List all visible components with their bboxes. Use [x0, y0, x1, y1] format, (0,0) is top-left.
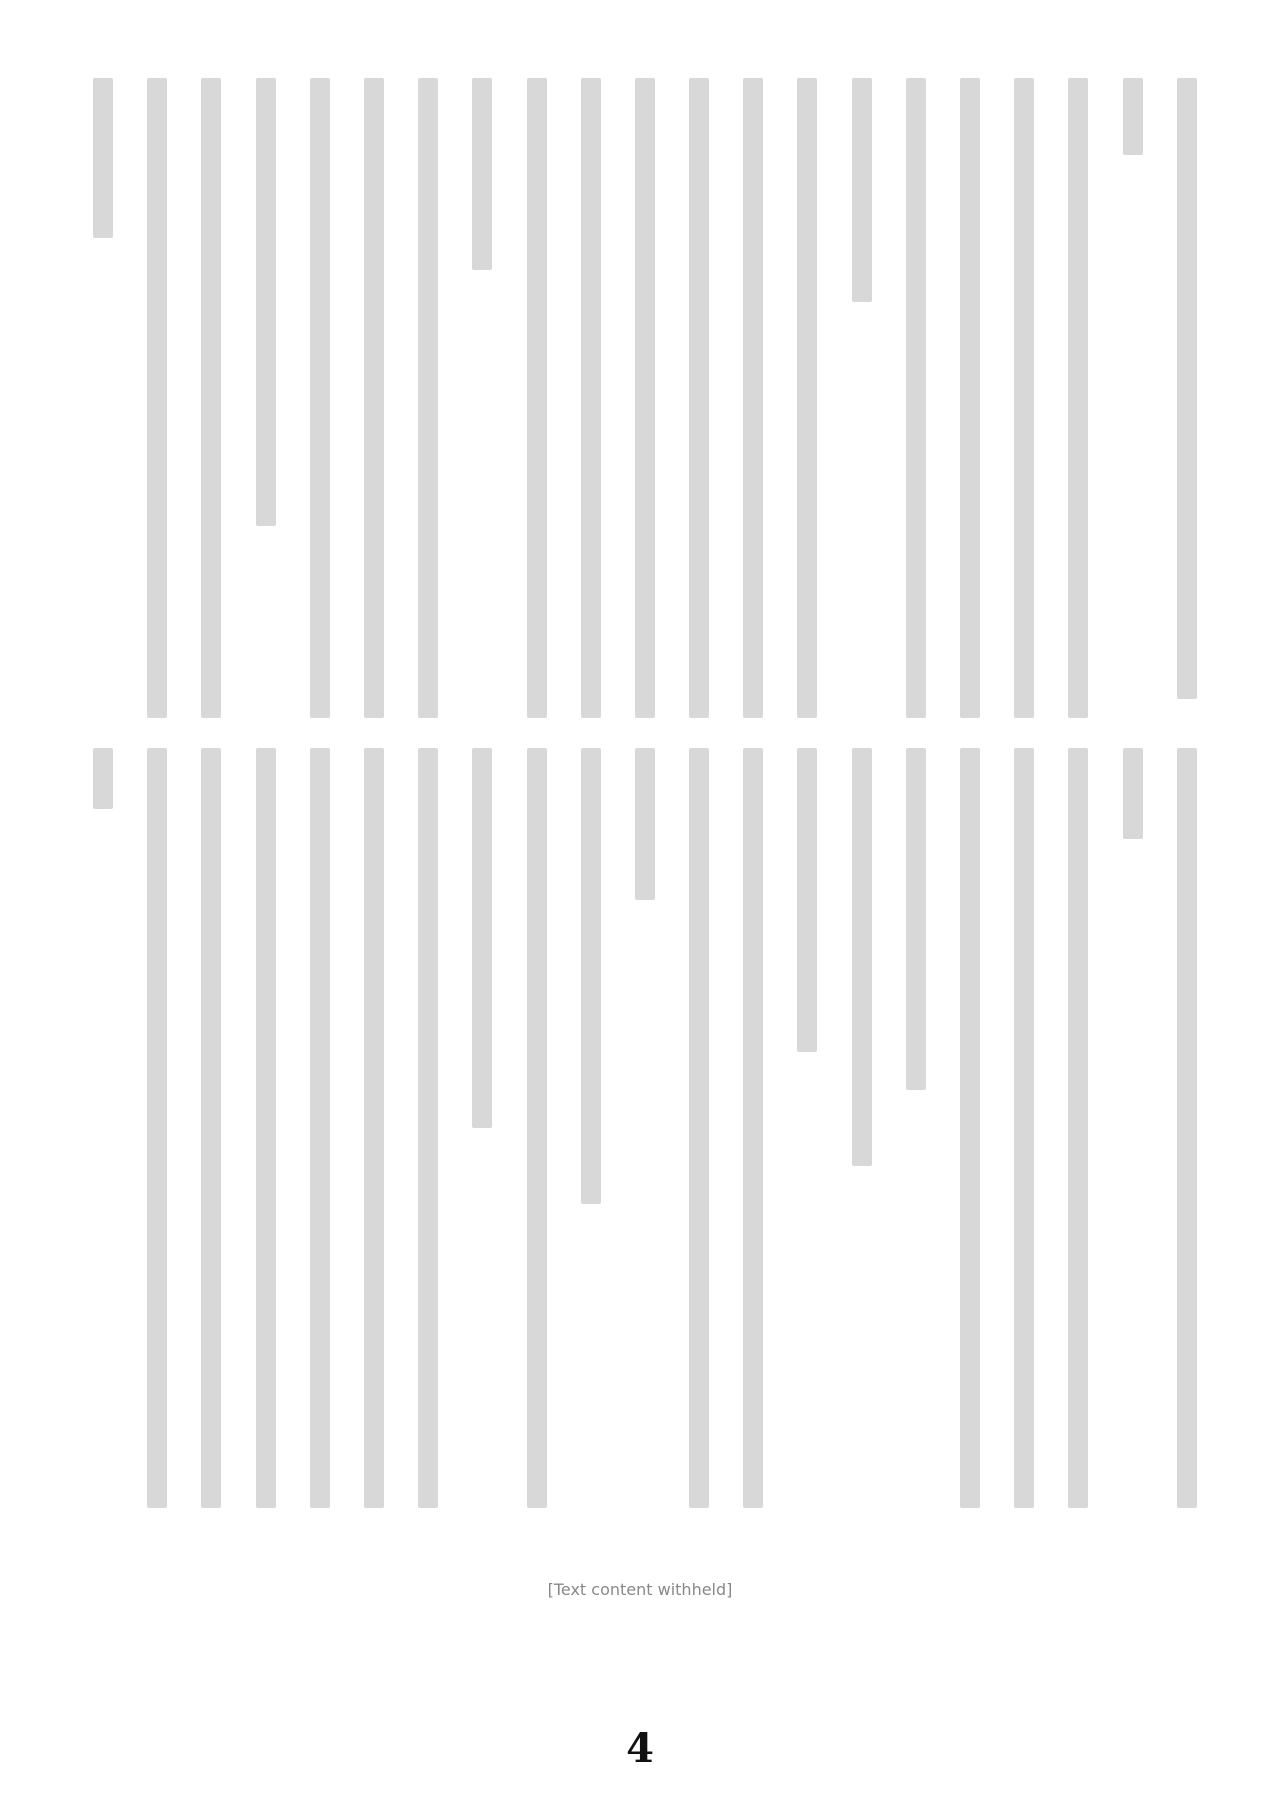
text-column: [1011, 78, 1037, 718]
redacted-line: [310, 748, 330, 1508]
redacted-line: [472, 748, 492, 1128]
redacted-line: [310, 78, 330, 718]
text-column: [361, 78, 387, 718]
text-column: [903, 748, 929, 1508]
bottom-text-tier: [90, 748, 1200, 1508]
redacted-line: [418, 748, 438, 1508]
text-column: [198, 748, 224, 1508]
text-column: [361, 748, 387, 1508]
redacted-line: [1177, 78, 1197, 699]
redacted-line: [418, 78, 438, 718]
redacted-line: [147, 78, 167, 718]
redacted-line: [472, 78, 492, 270]
redacted-line: [527, 78, 547, 718]
text-column: [1011, 748, 1037, 1508]
text-column: [632, 78, 658, 718]
text-column: [415, 78, 441, 718]
text-column: [1174, 748, 1200, 1508]
text-column: [307, 78, 333, 718]
redacted-line: [1014, 748, 1034, 1508]
redacted-line: [364, 78, 384, 718]
redacted-line: [635, 748, 655, 900]
text-column: [903, 78, 929, 718]
redacted-line: [960, 748, 980, 1508]
text-column: [957, 748, 983, 1508]
redacted-line: [1068, 78, 1088, 718]
text-column: [1174, 78, 1200, 718]
redacted-line: [1123, 748, 1143, 839]
redacted-line: [797, 748, 817, 1052]
redacted-line: [797, 78, 817, 718]
text-column: [1065, 748, 1091, 1508]
text-column: [469, 748, 495, 1508]
redacted-line: [93, 78, 113, 238]
text-column: [144, 748, 170, 1508]
text-column: [1120, 78, 1146, 718]
redacted-line: [201, 78, 221, 718]
text-column: [1120, 748, 1146, 1508]
text-column: [253, 748, 279, 1508]
redacted-line: [256, 78, 276, 526]
text-column: [632, 748, 658, 1508]
redacted-line: [364, 748, 384, 1508]
redacted-line: [147, 748, 167, 1508]
redacted-line: [581, 748, 601, 1204]
redacted-line: [906, 78, 926, 718]
redacted-line: [635, 78, 655, 718]
redacted-line: [852, 78, 872, 302]
text-column: [794, 78, 820, 718]
text-column: [90, 748, 116, 1508]
redacted-line: [201, 748, 221, 1508]
text-column: [794, 748, 820, 1508]
redacted-line: [852, 748, 872, 1166]
redacted-line: [960, 78, 980, 718]
text-column: [957, 78, 983, 718]
text-column: [524, 78, 550, 718]
text-column: [90, 78, 116, 718]
redacted-line: [581, 78, 601, 718]
text-column: [198, 78, 224, 718]
page-number: 4: [626, 1725, 654, 1772]
text-column: [740, 78, 766, 718]
text-column: [686, 78, 712, 718]
text-column: [469, 78, 495, 718]
text-column: [578, 748, 604, 1508]
redacted-line: [906, 748, 926, 1090]
text-column: [740, 748, 766, 1508]
text-column: [849, 78, 875, 718]
redacted-line: [1177, 748, 1197, 1508]
text-column: [307, 748, 333, 1508]
redacted-line: [93, 748, 113, 809]
text-column: [578, 78, 604, 718]
redacted-line: [1123, 78, 1143, 155]
text-column: [144, 78, 170, 718]
text-column: [1065, 78, 1091, 718]
redacted-line: [527, 748, 547, 1508]
redaction-notice: [Text content withheld]: [547, 1580, 733, 1599]
redacted-line: [1068, 748, 1088, 1508]
redacted-line: [743, 78, 763, 718]
text-column: [686, 748, 712, 1508]
top-text-tier: [90, 78, 1200, 718]
text-column: [524, 748, 550, 1508]
redacted-line: [689, 78, 709, 718]
redacted-line: [1014, 78, 1034, 718]
text-column: [415, 748, 441, 1508]
text-column: [253, 78, 279, 718]
redacted-line: [743, 748, 763, 1508]
redacted-line: [256, 748, 276, 1508]
redacted-line: [689, 748, 709, 1508]
text-column: [849, 748, 875, 1508]
